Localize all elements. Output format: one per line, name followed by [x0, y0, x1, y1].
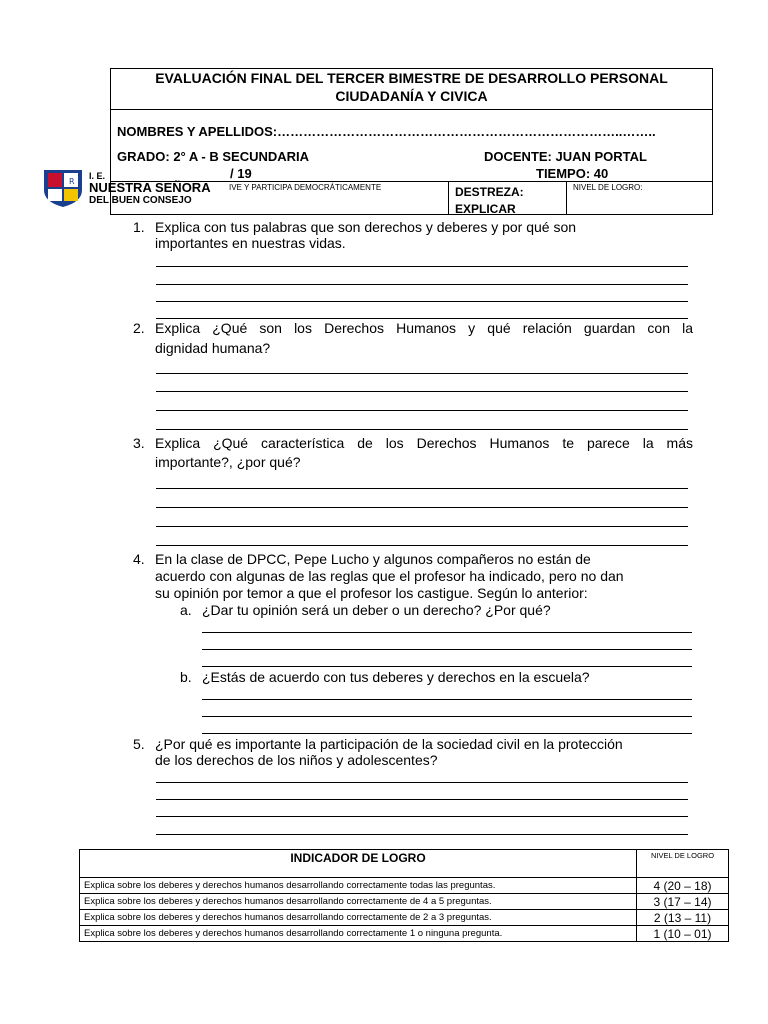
skill-label: DESTREZA:	[455, 185, 524, 199]
table-row	[80, 878, 729, 894]
answer-line[interactable]	[156, 526, 688, 527]
indicator-cell: Explica sobre los deberes y derechos humanos desarrollando correctamente de 4 a 5 preguntas.	[80, 894, 637, 910]
competence-text: IVE Y PARTICIPA DEMOCRÁTICAMENTE	[229, 183, 382, 192]
logo-prefix: I. E.	[89, 171, 106, 181]
question-letter: a.	[180, 602, 192, 618]
answer-line[interactable]	[156, 488, 688, 489]
table-row	[80, 910, 729, 926]
indicator-cell: Explica sobre los deberes y derechos humanos desarrollando correctamente 1 o ninguna pregunta.	[80, 926, 637, 942]
achievement-level-label: NIVEL DE LOGRO:	[573, 183, 643, 192]
answer-line[interactable]	[156, 429, 688, 430]
divider	[110, 109, 713, 110]
question-number: 1.	[133, 219, 145, 235]
logo-name-line2: DEL BUEN CONSEJO	[89, 195, 192, 206]
answer-line[interactable]	[156, 410, 688, 411]
answer-line[interactable]	[156, 545, 688, 546]
level-column-header: NIVEL DE LOGRO	[637, 850, 729, 878]
answer-line[interactable]	[156, 266, 688, 267]
date-label: / 19	[230, 166, 252, 181]
indicator-cell: Explica sobre los deberes y derechos humanos desarrollando correctamente todas las preguntas.	[80, 878, 637, 894]
exam-title-line2: CIUDADANÍA Y CIVICA	[335, 88, 488, 104]
question-text: importantes en nuestras vidas.	[155, 235, 346, 251]
level-cell: 3 (17 – 14)	[637, 894, 729, 910]
indicator-cell: Explica sobre los deberes y derechos humanos desarrollando correctamente de 2 a 3 preguntas.	[80, 910, 637, 926]
level-cell: 1 (10 – 01)	[637, 926, 729, 942]
answer-line[interactable]	[156, 816, 688, 817]
indicator-column-header: INDICADOR DE LOGRO	[80, 850, 637, 878]
level-cell: 2 (13 – 11)	[637, 910, 729, 926]
answer-line[interactable]	[156, 799, 688, 800]
svg-text:R: R	[69, 177, 75, 186]
question-number: 5.	[133, 736, 145, 752]
divider	[566, 181, 567, 215]
table-row	[80, 894, 729, 910]
answer-line[interactable]	[202, 666, 692, 667]
skill-value: EXPLICAR	[455, 202, 516, 216]
question-text: ¿Dar tu opinión será un deber o un derecho? ¿Por qué?	[202, 602, 551, 618]
question-number: 2.	[133, 320, 145, 336]
time-label: TIEMPO: 40	[536, 166, 609, 181]
answer-line[interactable]	[156, 391, 688, 392]
answer-line[interactable]	[156, 284, 688, 285]
exam-title-line1: EVALUACIÓN FINAL DEL TERCER BIMESTRE DE DESARROLLO PERSONAL	[155, 70, 668, 86]
question-text: de los derechos de los niños y adolescentes?	[155, 752, 438, 768]
question-letter: b.	[180, 669, 192, 685]
student-name-field[interactable]: NOMBRES Y APELLIDOS:……………………………………………………………………..……..	[117, 124, 656, 139]
question-text: Explica con tus palabras que son derechos y deberes y por qué son	[155, 219, 577, 235]
question-text: Explica ¿Qué son los Derechos Humanos y qué relación guardan con la	[155, 320, 693, 336]
question-text: ¿Por qué es importante la participación de la sociedad civil en la protección	[155, 736, 623, 752]
answer-line[interactable]	[156, 301, 688, 302]
grade-label: GRADO: 2° A - B SECUNDARIA	[117, 149, 310, 164]
answer-line[interactable]	[202, 699, 692, 700]
table-row	[80, 926, 729, 942]
question-number: 4.	[133, 551, 145, 567]
question-text: acuerdo con algunas de las reglas que el profesor ha indicado, pero no dan	[155, 568, 624, 584]
answer-line[interactable]	[156, 373, 688, 374]
achievement-indicator-table	[79, 849, 729, 942]
question-text: ¿Estás de acuerdo con tus deberes y derechos en la escuela?	[202, 669, 590, 685]
logo-name-line1: NUESTRA SEÑORA	[89, 180, 211, 195]
teacher-label: DOCENTE: JUAN PORTAL	[484, 149, 647, 164]
answer-line[interactable]	[156, 834, 688, 835]
question-text: dignidad humana?	[155, 340, 271, 356]
level-cell: 4 (20 – 18)	[637, 878, 729, 894]
answer-line[interactable]	[202, 733, 692, 734]
answer-line[interactable]	[156, 782, 688, 783]
answer-line[interactable]	[202, 649, 692, 650]
question-text: Explica ¿Qué característica de los Derechos Humanos te parece la más	[155, 435, 693, 451]
question-number: 3.	[133, 435, 145, 451]
answer-line[interactable]	[202, 632, 692, 633]
school-logo	[42, 168, 232, 208]
table-header-row	[80, 850, 729, 878]
question-text: su opinión por temor a que el profesor los castigue. Según lo anterior:	[155, 585, 588, 601]
answer-line[interactable]	[156, 318, 688, 319]
school-shield-icon	[42, 168, 84, 208]
divider	[448, 181, 449, 215]
question-text: En la clase de DPCC, Pepe Lucho y algunos compañeros no están de	[155, 551, 591, 567]
answer-line[interactable]	[202, 716, 692, 717]
question-text: importante?, ¿por qué?	[155, 454, 301, 470]
answer-line[interactable]	[156, 507, 688, 508]
